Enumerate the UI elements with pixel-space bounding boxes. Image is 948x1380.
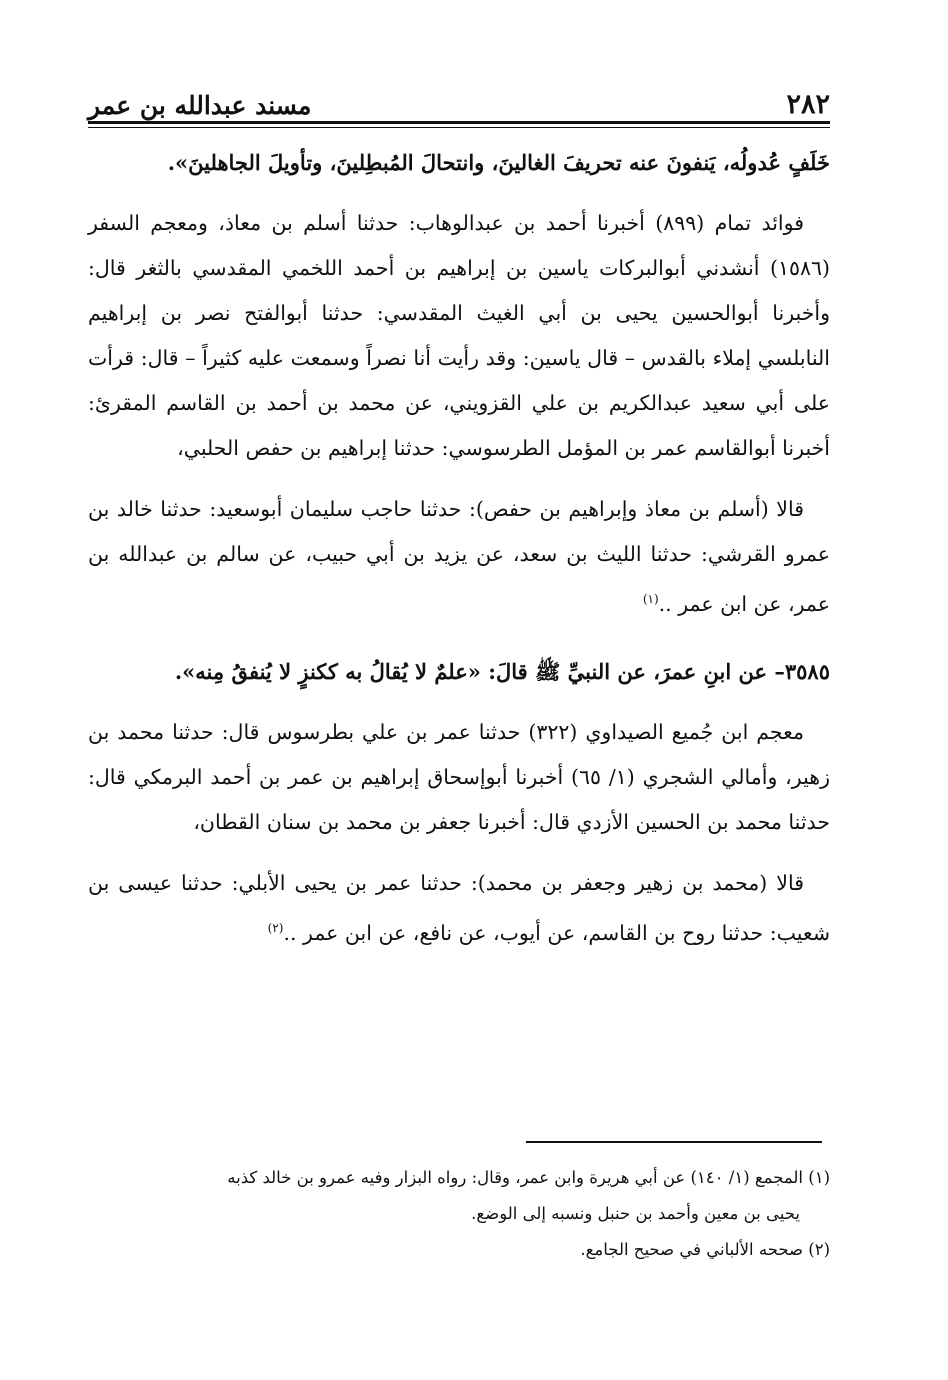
footnote-ref-2: (٢) [267, 920, 284, 935]
main-text [88, 140, 830, 956]
footnote-1-line-2: يحيى بن معين وأحمد بن حنبل ونسبه إلى الوضع. [471, 1204, 800, 1223]
hadith-3585: ٣٥٨٥– عن ابنِ عمرَ، عن النبيِّ ﷺ قالَ: «علمٌ لا يُقالُ به ككنزٍ لا يُنفقُ مِنه». [174, 658, 830, 684]
page-number: ٢٨٢ [786, 89, 830, 120]
paragraph-hadith-ending: خَلَفٍ عُدولُه، يَنفونَ عنه تحريفَ الغالينَ، وانتحالَ المُبطِلينَ، وتأويلَ الجاهلينَ». [167, 150, 830, 175]
header-rule-thick [88, 121, 830, 124]
header-rule-thin [88, 127, 830, 128]
paragraph-source-1: فوائد تمام (٨٩٩) أخبرنا أحمد بن عبدالوهاب: حدثنا أسلم بن معاذ، ومعجم السفر (١٥٨٦) أنشدني أبوالبركات ياسين بن إبراهيم بن أحمد اللخمي المقدسي بالثغر قال: وأخبرنا أبوالحسين يحيى بن أبي الغيث المقدسي: حدثنا أبوالفتح نصر بن إبراهيم النابلسي إملاء بالقدس – قال ياسين: وقد رأيت أنا نصراً وسمعت عليه كثيراً – قال: قرأت على أبي سعيد عبدالكريم بن علي القزويني، عن محمد بن أحمد بن القاسم المقرئ: أخبرنا أبوالقاسم عمر بن المؤمل الطرسوسي: حدثنا إبراهيم بن حفص الحلبي، [88, 211, 830, 460]
chain-1-text: قالا (أسلم بن معاذ وإبراهيم بن حفص): حدثنا حاجب سليمان أبوسعيد: حدثنا خالد بن عمرو القرشي: حدثنا الليث بن سعد، عن يزيد بن أبي حبيب، عن سالم بن عبدالله بن عمر، عن ابن عمر .. [88, 497, 830, 616]
running-title: مسند عبدالله بن عمر [88, 91, 312, 120]
paragraph-chain-1 [88, 487, 830, 627]
footnote-2: (٢) صححه الألباني في صحيح الجامع. [580, 1240, 830, 1259]
chain-2-text: قالا (محمد بن زهير وجعفر بن محمد): حدثنا عمر بن يحيى الأبلي: حدثنا عيسى بن شعيب: حدثنا روح بن القاسم، عن أيوب، عن نافع، عن ابن عمر .. [88, 870, 830, 945]
footnote-ref-1: (١) [642, 592, 659, 606]
paragraph-chain-2 [88, 861, 830, 956]
paragraph-source-2: معجم ابن جُميع الصيداوي (٣٢٢) حدثنا عمر بن علي بطرسوس قال: حدثنا محمد بن زهير، وأمالي الشجري (١/ ٦٥) أخبرنا أبوإسحاق إبراهيم بن عمر بن أحمد البرمكي قال: حدثنا محمد بن الحسين الأزدي قال: أخبرنا جعفر بن محمد بن سنان القطان، [88, 719, 830, 834]
footnotes [88, 1160, 830, 1268]
footnote-separator [526, 1141, 822, 1143]
page-header [88, 84, 830, 120]
footnote-1-line-1: (١) المجمع (١/ ١٤٠) عن أبي هريرة وابن عمر، وقال: رواه البزار وفيه عمرو بن خالد كذبه [227, 1168, 830, 1187]
